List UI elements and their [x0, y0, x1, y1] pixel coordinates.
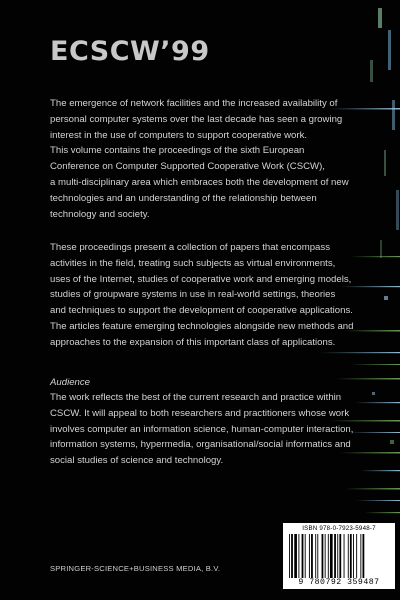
- text-line: a multi-disciplinary area which embraces both the development of new: [50, 176, 349, 188]
- text-line: approaches to the expansion of this important class of applications.: [50, 336, 336, 348]
- text-line: CSCW. It will appeal to both researchers and practitioners whose work: [50, 407, 350, 419]
- isbn-text: ISBN 978-0-7923-5948-7: [302, 525, 376, 532]
- text-line: The articles feature emerging technologies alongside new methods and: [50, 320, 354, 332]
- text-line: The emergence of network facilities and the increased availability of: [50, 98, 338, 109]
- text-line: activities in the field, treating such subjects as virtual environments,: [50, 257, 336, 269]
- proceedings-paragraph: [50, 240, 380, 351]
- publisher-name: SPRINGER-SCIENCE+BUSINESS MEDIA, B.V.: [50, 564, 221, 573]
- audience-heading: Audience: [50, 377, 91, 388]
- text-line: information systems, hypermedia, organisational/social informatics and: [50, 439, 351, 451]
- text-line: Conference on Computer Supported Cooperative Work (CSCW),: [50, 161, 325, 173]
- text-line: interest in the use of computers to support cooperative work.: [50, 129, 308, 141]
- text-line: uses of the Internet, studies of cooperative work and emerging models,: [50, 273, 352, 285]
- audience-paragraph: [50, 390, 380, 469]
- text-line: technologies and an understanding of the relationship between: [50, 192, 317, 204]
- text-line: personal computer systems over the last decade has seen a growing: [50, 113, 343, 125]
- barcode-number: 9 780792 359487: [298, 578, 380, 587]
- text-line: These proceedings present a collection of papers that encompass: [50, 242, 330, 253]
- barcode-image: [289, 534, 389, 578]
- book-title: ECSCW’99: [50, 36, 210, 67]
- text-line: studies of groupware systems in use in real-world settings, theories: [50, 289, 336, 301]
- text-line: This volume contains the proceedings of the sixth European: [50, 145, 305, 157]
- text-line: technology and society.: [50, 208, 150, 220]
- text-line: involves computer an information science, human-computer interaction,: [50, 423, 354, 435]
- text-line: The work reflects the best of the current research and practice within: [50, 392, 342, 403]
- text-line: and techniques to support the development of cooperative applications.: [50, 305, 353, 317]
- text-line: social studies of science and technology.: [50, 455, 224, 467]
- intro-paragraph: [50, 96, 380, 222]
- barcode-label: [283, 523, 395, 589]
